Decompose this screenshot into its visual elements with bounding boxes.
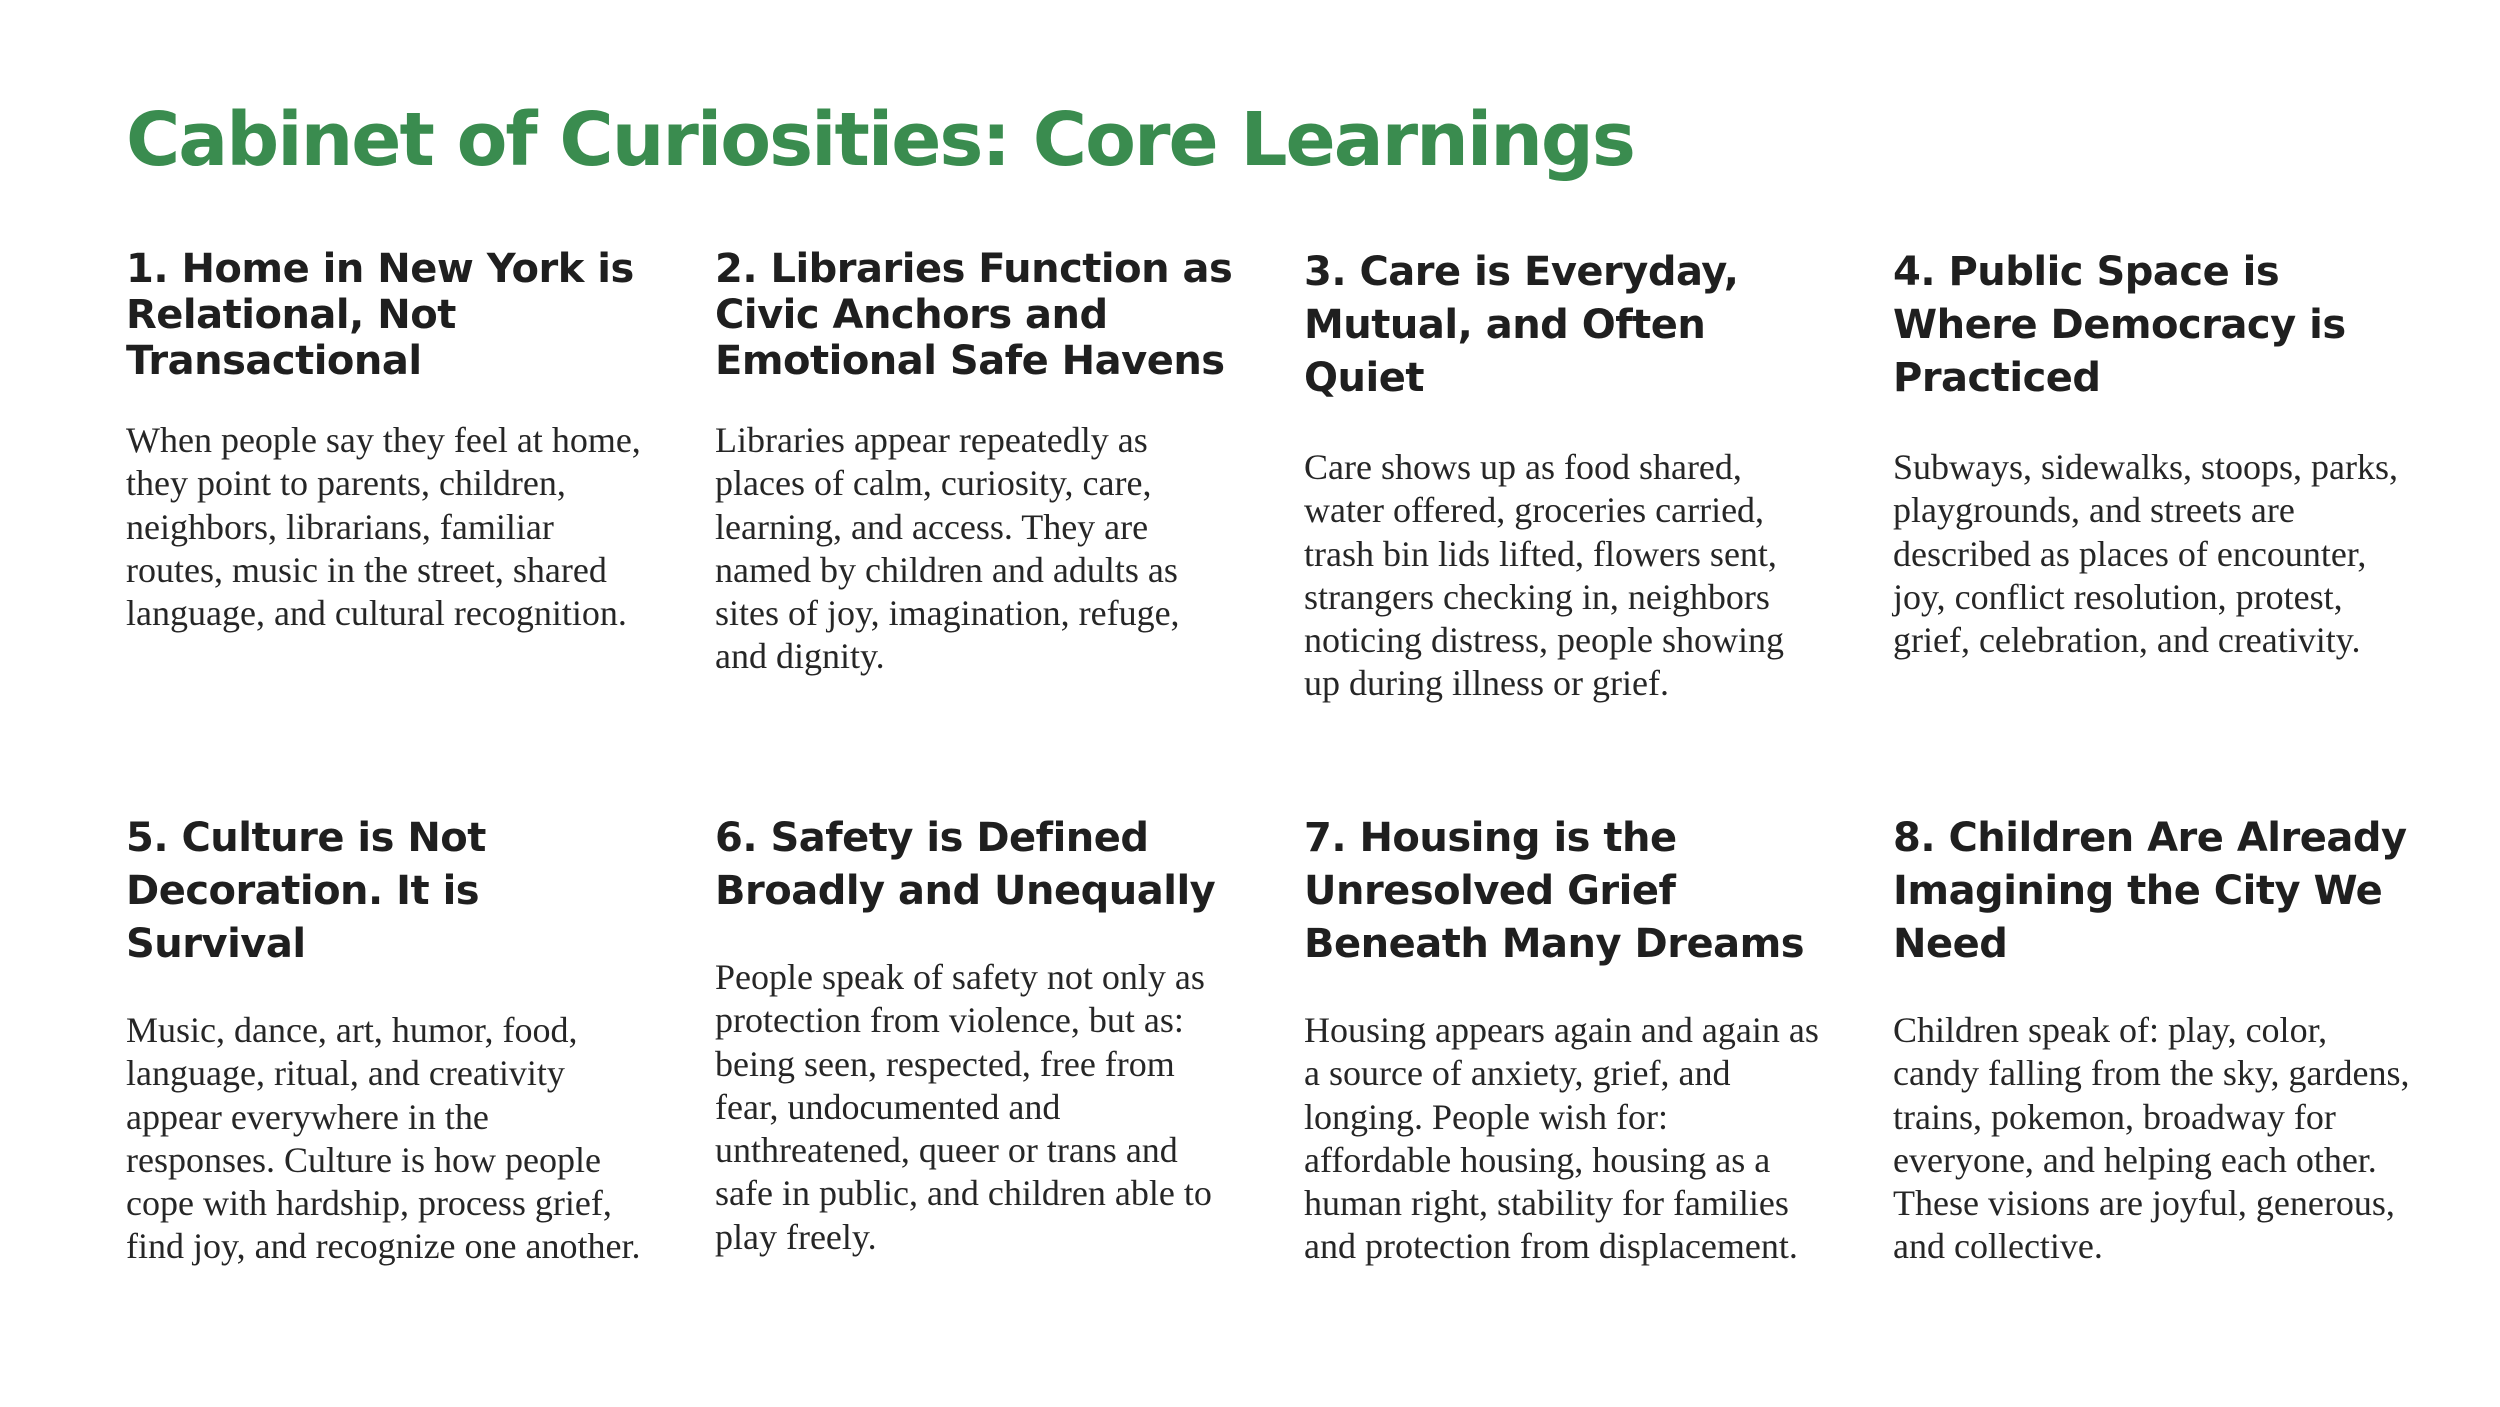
learning-heading: 5. Culture is Not Decoration. It is Survival [126, 815, 486, 967]
learning-body: People speak of safety not only as protection from violence, but as: being seen, respected, free from fear, undocumented and unthreatened, queer or trans and safe in public, and children able to play freely. [715, 957, 1212, 1257]
learning-card-1 [126, 246, 646, 635]
learning-body: Children speak of: play, color, candy falling from the sky, gardens, trains, pokemon, broadway for everyone, and helping each other. These visions are joyful, generous, and collective. [1893, 1010, 2410, 1267]
learning-body: Housing appears again and again as a source of anxiety, grief, and longing. People wish for: affordable housing, housing as a human right, stability for families and protection from displacement. [1304, 1010, 1819, 1267]
learning-heading: 1. Home in New York is Relational, Not Transactional [126, 246, 634, 384]
learning-card-7 [1304, 812, 1824, 1269]
learning-card-5 [126, 812, 646, 1269]
learning-card-8 [1893, 812, 2413, 1269]
learning-heading: 8. Children Are Already Imagining the City We Need [1893, 815, 2407, 967]
learning-heading: 6. Safety is Defined Broadly and Unequally [715, 815, 1216, 914]
learning-body: Libraries appear repeatedly as places of calm, curiosity, care, learning, and access. They are named by children and adults as sites of joy, imagination, refuge, and dignity. [715, 420, 1180, 677]
learning-body: Subways, sidewalks, stoops, parks, playgrounds, and streets are described as places of encounter, joy, conflict resolution, protest, grief, celebration, and creativity. [1893, 447, 2398, 661]
learning-heading: 4. Public Space is Where Democracy is Practiced [1893, 249, 2346, 401]
learning-heading: 7. Housing is the Unresolved Grief Beneath Many Dreams [1304, 815, 1805, 967]
slide-title: Cabinet of Curiosities: Core Learnings [126, 97, 1634, 183]
learning-body: Care shows up as food shared, water offered, groceries carried, trash bin lids lifted, flowers sent, strangers checking in, neighbors noticing distress, people showing up during illness or grief. [1304, 447, 1784, 704]
learning-heading: 2. Libraries Function as Civic Anchors and Emotional Safe Havens [715, 246, 1233, 384]
learning-card-4 [1893, 246, 2413, 662]
learning-heading: 3. Care is Everyday, Mutual, and Often Quiet [1304, 249, 1739, 401]
learning-card-3 [1304, 246, 1824, 706]
learning-body: When people say they feel at home, they point to parents, children, neighbors, librarians, familiar routes, music in the street, shared language, and cultural recognition. [126, 420, 641, 634]
learning-card-6 [715, 812, 1235, 1259]
learning-body: Music, dance, art, humor, food, language, ritual, and creativity appear everywhere in the responses. Culture is how people cope with hardship, process grief, find joy, and recognize one another. [126, 1010, 641, 1267]
learning-card-2 [715, 246, 1235, 679]
